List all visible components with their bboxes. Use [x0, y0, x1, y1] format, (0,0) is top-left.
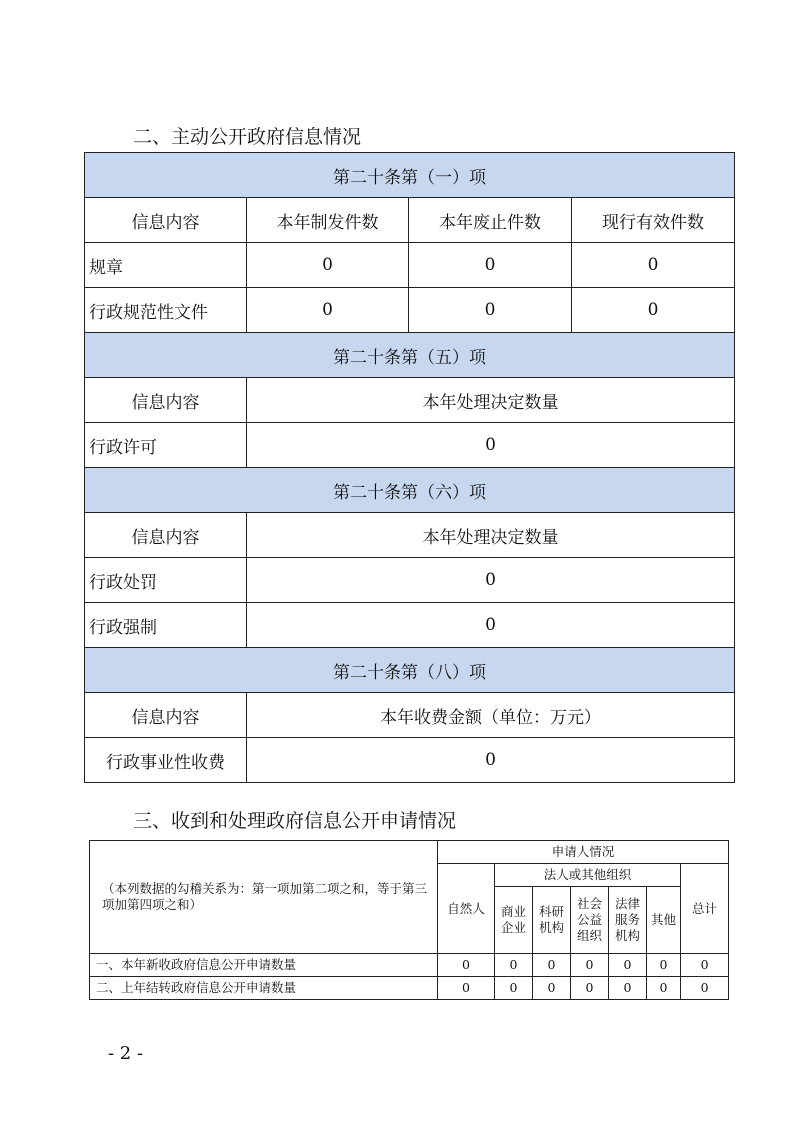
row-label: 行政规范性文件: [85, 288, 247, 333]
section3-heading: 三、收到和处理政府信息公开申请情况: [133, 810, 457, 832]
cell-value: 0: [609, 954, 647, 977]
block1-header-abolished: 本年废止件数: [409, 198, 572, 243]
table-row: [90, 954, 729, 977]
cell-value: 0: [438, 977, 495, 1000]
org-type-public-welfare: 社会公益组织: [571, 887, 609, 954]
legal-person-header: 法人或其他组织: [495, 864, 681, 887]
block8-header-content: 信息内容: [85, 693, 247, 738]
cell-value: 0: [247, 243, 409, 288]
section2-heading: 二、主动公开政府信息情况: [133, 126, 362, 148]
block8-header-amount: 本年收费金额（单位：万元）: [247, 693, 735, 738]
org-type-research: 科研机构: [533, 887, 571, 954]
cell-value: 0: [409, 288, 572, 333]
application-table: [89, 840, 729, 1000]
table-row: [85, 558, 735, 603]
cell-value: 0: [647, 977, 681, 1000]
table-row: [85, 738, 735, 783]
block5-header-count: 本年处理决定数量: [247, 378, 735, 423]
cell-value: 0: [681, 977, 729, 1000]
page-number: - 2 -: [108, 1043, 144, 1064]
row-label: 行政处罚: [85, 558, 247, 603]
cell-value: 0: [572, 288, 735, 333]
row-label: 行政事业性收费: [85, 738, 247, 783]
block5-header-content: 信息内容: [85, 378, 247, 423]
cell-value: 0: [247, 558, 735, 603]
cell-value: 0: [495, 977, 533, 1000]
row-label: 二、上年结转政府信息公开申请数量: [90, 977, 438, 1000]
row-label: 规章: [85, 243, 247, 288]
block1-title: 第二十条第（一）项: [85, 153, 735, 198]
row-label: 行政许可: [85, 423, 247, 468]
table-row: [85, 423, 735, 468]
cell-value: 0: [647, 954, 681, 977]
block5-title: 第二十条第（五）项: [85, 333, 735, 378]
org-type-commercial: 商业企业: [495, 887, 533, 954]
cell-value: 0: [533, 954, 571, 977]
block1-header-valid: 现行有效件数: [572, 198, 735, 243]
cell-value: 0: [571, 954, 609, 977]
cell-value: 0: [409, 243, 572, 288]
block6-header-count: 本年处理决定数量: [247, 513, 735, 558]
applicant-header: 申请人情况: [438, 841, 729, 864]
cell-value: 0: [533, 977, 571, 1000]
block6-header-content: 信息内容: [85, 513, 247, 558]
block1-header-content: 信息内容: [85, 198, 247, 243]
reconciliation-note: （本列数据的勾稽关系为：第一项加第二项之和，等于第三项加第四项之和）: [90, 841, 438, 954]
cell-value: 0: [571, 977, 609, 1000]
row-label: 行政强制: [85, 603, 247, 648]
cell-value: 0: [572, 243, 735, 288]
cell-value: 0: [247, 738, 735, 783]
org-type-legal-service: 法律服务机构: [609, 887, 647, 954]
table-row: [85, 603, 735, 648]
cell-value: 0: [247, 423, 735, 468]
block6-title: 第二十条第（六）项: [85, 468, 735, 513]
table-row: [85, 243, 735, 288]
table-row: [90, 977, 729, 1000]
block8-title: 第二十条第（八）项: [85, 648, 735, 693]
row-label: 一、本年新收政府信息公开申请数量: [90, 954, 438, 977]
cell-value: 0: [438, 954, 495, 977]
cell-value: 0: [247, 288, 409, 333]
table-row: [85, 288, 735, 333]
block1-header-issued: 本年制发件数: [247, 198, 409, 243]
cell-value: 0: [247, 603, 735, 648]
proactive-disclosure-table: [84, 152, 735, 783]
total-header: 总计: [681, 864, 729, 954]
cell-value: 0: [681, 954, 729, 977]
natural-person-header: 自然人: [438, 864, 495, 954]
org-type-other: 其他: [647, 887, 681, 954]
cell-value: 0: [609, 977, 647, 1000]
cell-value: 0: [495, 954, 533, 977]
